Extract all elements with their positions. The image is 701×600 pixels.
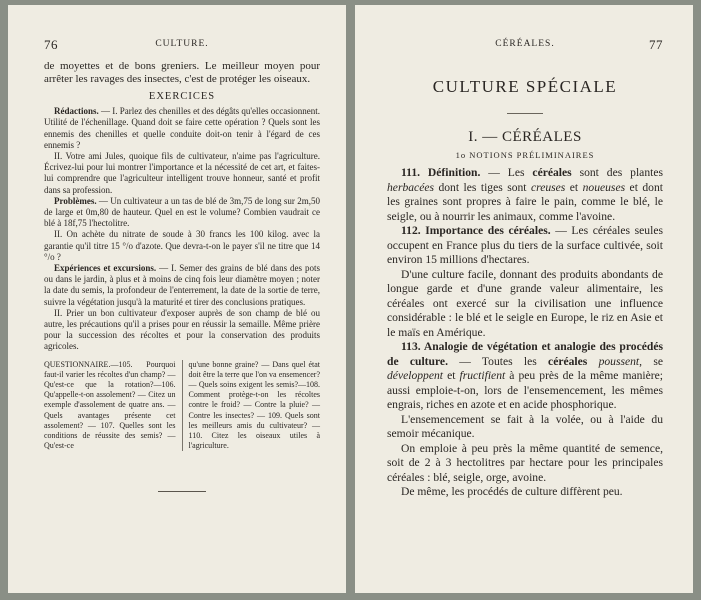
p113-f: développent <box>387 369 444 382</box>
page-number-left: 76 <box>44 37 58 52</box>
running-head-right: CÉRÉALES. <box>495 39 555 49</box>
p113-label: 113. Analogie de végétation et analogie des procédés de culture. <box>387 340 663 368</box>
experiences-paragraph-2: II. Prier un bon cultivateur d'exposer auprès de son champ de blé ou autre, les précautions qu'il a prises pour en réussir la semaille. Même prière pour la succession des récoltes et pour la conservation des produits agricoles. <box>44 307 320 352</box>
running-head-left: CULTURE. <box>155 39 209 49</box>
p113-d: poussent <box>598 354 640 368</box>
problemes-label: Problèmes. <box>54 195 97 206</box>
p111-b: céréales <box>532 166 572 179</box>
p113-c <box>587 355 598 368</box>
experiences-text: — I. Semer des grains de blé dans des pots ou dans le jardin, à plus et à moins de cinq fois leur diamètre moyen ; noter la date du semis, la profondeur de l'enterrement, la date de la sortie de terre, suivre la végétation jusqu'à la maturité et tirer des conclusions pratiques. <box>44 263 320 307</box>
experiences-paragraph <box>44 263 320 308</box>
redactions-paragraph-2: II. Votre ami Jules, quoique fils de cultivateur, n'aime pas l'agriculture. Écrivez-lui pour lui montrer l'importance et la nécessité de cet art, et faites-lui comprendre que l'agriculteur intelligent trouve honneur, santé et profit dans sa profession. <box>44 151 320 195</box>
p111-e: dont les tiges sont <box>434 180 531 194</box>
paragraph-last: De même, les procédés de culture diffèrent peu. <box>401 485 623 498</box>
p111-h: noueuses <box>582 180 626 194</box>
paragraph-111 <box>387 166 663 224</box>
p113-g: et <box>443 369 460 382</box>
p111-d: herbacées <box>387 180 434 194</box>
section-title: I. — CÉRÉALES <box>468 129 582 145</box>
p111-f: creuses <box>530 180 566 194</box>
page-number-right: 77 <box>649 37 663 52</box>
questionnaire-col-right: qu'une bonne graine? — Dans quel état doit être la terre que l'on va ensemencer? — Quels soins exigent les semis?—108. Comment protège-t-on les récoltes contre le froid? — Contre la pluie? — Contre les insectes? — 109. Quels sont les meilleurs amis du cultivateur? — 110. Citez les oiseaux utiles à l'agriculture. <box>188 359 320 451</box>
title-rule <box>507 113 543 114</box>
p113-e: , se <box>639 354 663 368</box>
p111-label: 111. Définition. <box>401 166 481 179</box>
paragraph-112-b: D'une culture facile, donnant des produits abondants de longue garde et d'une grande valeur alimentaire, les céréales ont exercé sur la civilisation une influence considérable : le blé et le seigle en Europe, le riz en Asie et le maïs en Amérique. <box>387 267 663 339</box>
right-page <box>355 5 693 593</box>
p111-g: et <box>565 180 583 194</box>
p112-text: — Les céréales seules occupent en France plus du tiers de la surface cultivée, soit environ 15 millions d'hectares. <box>387 224 663 266</box>
p113-h: fructifient <box>459 369 506 382</box>
end-rule <box>158 491 206 492</box>
problemes-paragraph <box>44 196 320 230</box>
intro-paragraph: de moyettes et de bons greniers. Le meilleur moyen pour arrêter les ravages des insectes, c'est de protéger les oiseaux. <box>44 60 320 85</box>
p111-c: sont des plantes <box>571 166 663 179</box>
paragraph-113 <box>387 340 663 413</box>
redactions-paragraph <box>44 106 320 151</box>
p113-i: à peu près de la même manière; aussi emploie-t-on, lors de l'ensemencement, les mêmes engrais, riches en azote et en acide phosphorique. <box>387 369 663 411</box>
p113-b: céréales <box>548 354 588 368</box>
problemes-text: — Un cultivateur a un tas de blé de 3m,75 de long sur 2m,50 de large et 0m,80 de hauteur. Quel en est le volume? Combien vaudrait ce blé à 18f,75 l'hectolitre. <box>44 195 320 229</box>
p111-i: et dont les graines sont propres à faire le pain, comme le blé, le seigle, ou à nourrir les animaux, comme l'avoine. <box>387 180 663 223</box>
exercises-title: EXERCICES <box>148 91 216 103</box>
experiences-label: Expériences et excursions. <box>54 263 157 274</box>
main-title: CULTURE SPÉCIALE <box>432 77 618 96</box>
questionnaire-col-left: QUESTIONNAIRE.—105. Pourquoi faut-il varier les récoltes d'un champ? — Qu'est-ce que la rotation?—106. Qu'appelle-t-on assolement? — Citez un exemple d'assolement de quatre ans. — Quels avantages présente cet assolement? — 107. Quelles sont les conditions de réussite des semis? — Qu'est-ce <box>44 360 183 452</box>
questionnaire <box>44 360 320 452</box>
p111-a: — Les <box>480 166 533 179</box>
left-page <box>8 5 346 593</box>
right-page-header <box>387 39 663 55</box>
paragraph-sowing: L'ensemencement se fait à la volée, ou à l'aide du semoir mécanique. <box>387 412 663 440</box>
paragraph-112 <box>387 224 663 268</box>
redactions-text: — I. Parlez des chenilles et des dégâts qu'elles occasionnent. Utilité de l'échenillage. Quand doit se faire cette opération ? Quels sont les ennemis des chenilles et quelle conduite doit-on tenir à l'égard de ces ennemis ? <box>44 106 320 150</box>
redactions-label: Rédactions. <box>54 106 99 117</box>
left-page-header <box>44 39 320 55</box>
problemes-paragraph-2: II. On achète du nitrate de soude à 30 francs les 100 kilog. avec la garantie qu'il titre 15 °/o d'azote. Que devra-t-on le payer s'il ne titre que 14 °/o ? <box>44 229 320 262</box>
p113-a: — Toutes les <box>447 354 549 368</box>
subsection-title: 1o NOTIONS PRÉLIMINAIRES <box>455 150 595 160</box>
paragraph-quantity: On emploie à peu près la même quantité de semence, soit de 2 à 3 hectolitres par hectare pour les principales céréales : blé, seigle, orge, avoine. <box>387 441 663 484</box>
p112-label: 112. Importance des céréales. <box>401 224 551 237</box>
